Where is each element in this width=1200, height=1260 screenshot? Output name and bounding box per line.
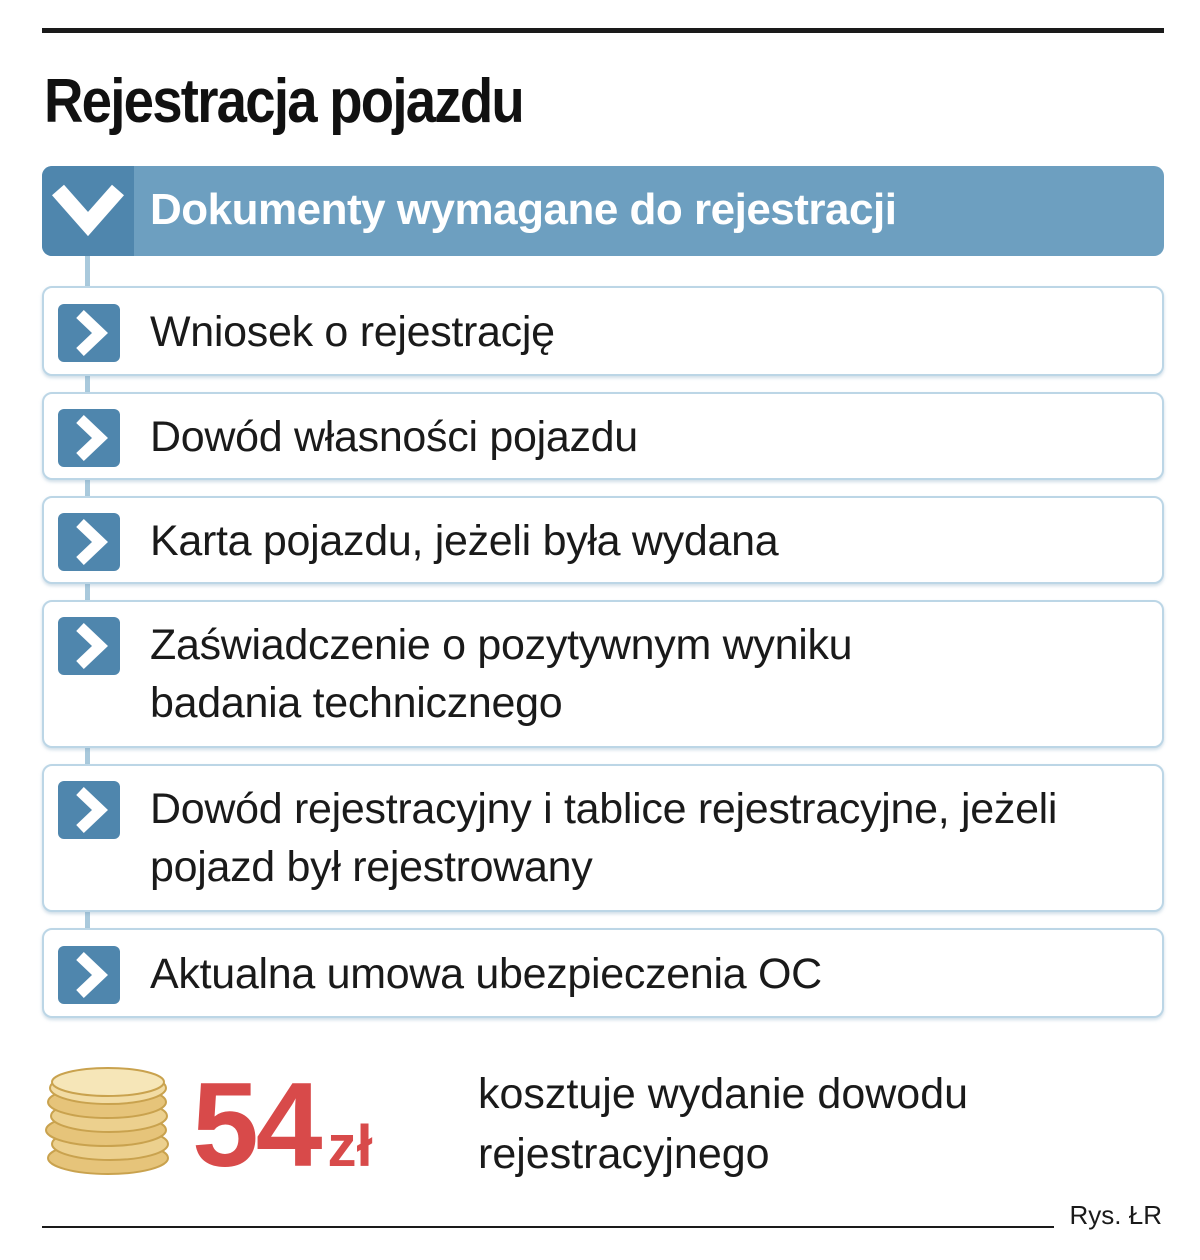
document-item xyxy=(42,496,1164,584)
document-item xyxy=(42,392,1164,480)
credit: Rys. ŁR xyxy=(1069,1200,1162,1230)
document-item xyxy=(42,600,1164,748)
chevron-right-icon xyxy=(58,946,120,1004)
coins-stack-icon xyxy=(44,1058,172,1180)
document-item-label: Zaświadczenie o pozytywnym wyniku badania technicznego xyxy=(150,621,853,727)
document-item-label: Karta pojazdu, jeżeli była wydana xyxy=(150,517,779,565)
document-item-label: Aktualna umowa ubezpieczenia OC xyxy=(150,950,822,998)
price-unit: zł xyxy=(327,1114,373,1179)
cost-description: kosztuje wydanie dowodu rejestracyjnego xyxy=(478,1070,969,1178)
bottom-rule xyxy=(42,1226,1054,1228)
document-item xyxy=(42,764,1164,912)
document-item xyxy=(42,928,1164,1018)
chevron-down-icon xyxy=(42,166,134,256)
chevron-right-icon xyxy=(58,409,120,467)
section-header xyxy=(42,166,1164,256)
price xyxy=(192,1060,373,1212)
chevron-right-icon xyxy=(58,617,120,675)
section-header-label: Dokumenty wymagane do rejestracji xyxy=(150,185,897,234)
chevron-right-icon xyxy=(58,304,120,362)
page-title: Rejestracja pojazdu xyxy=(44,67,523,136)
document-item-label: Wniosek o rejestrację xyxy=(150,308,555,356)
top-rule xyxy=(42,28,1164,33)
chevron-right-icon xyxy=(58,513,120,571)
chevron-right-icon xyxy=(58,781,120,839)
document-item xyxy=(42,286,1164,376)
document-item-label: Dowód rejestracyjny i tablice rejestracyjne, jeżeli pojazd był rejestrowany xyxy=(150,785,1058,891)
price-amount: 54 xyxy=(192,1058,320,1192)
document-item-label: Dowód własności pojazdu xyxy=(150,413,638,461)
